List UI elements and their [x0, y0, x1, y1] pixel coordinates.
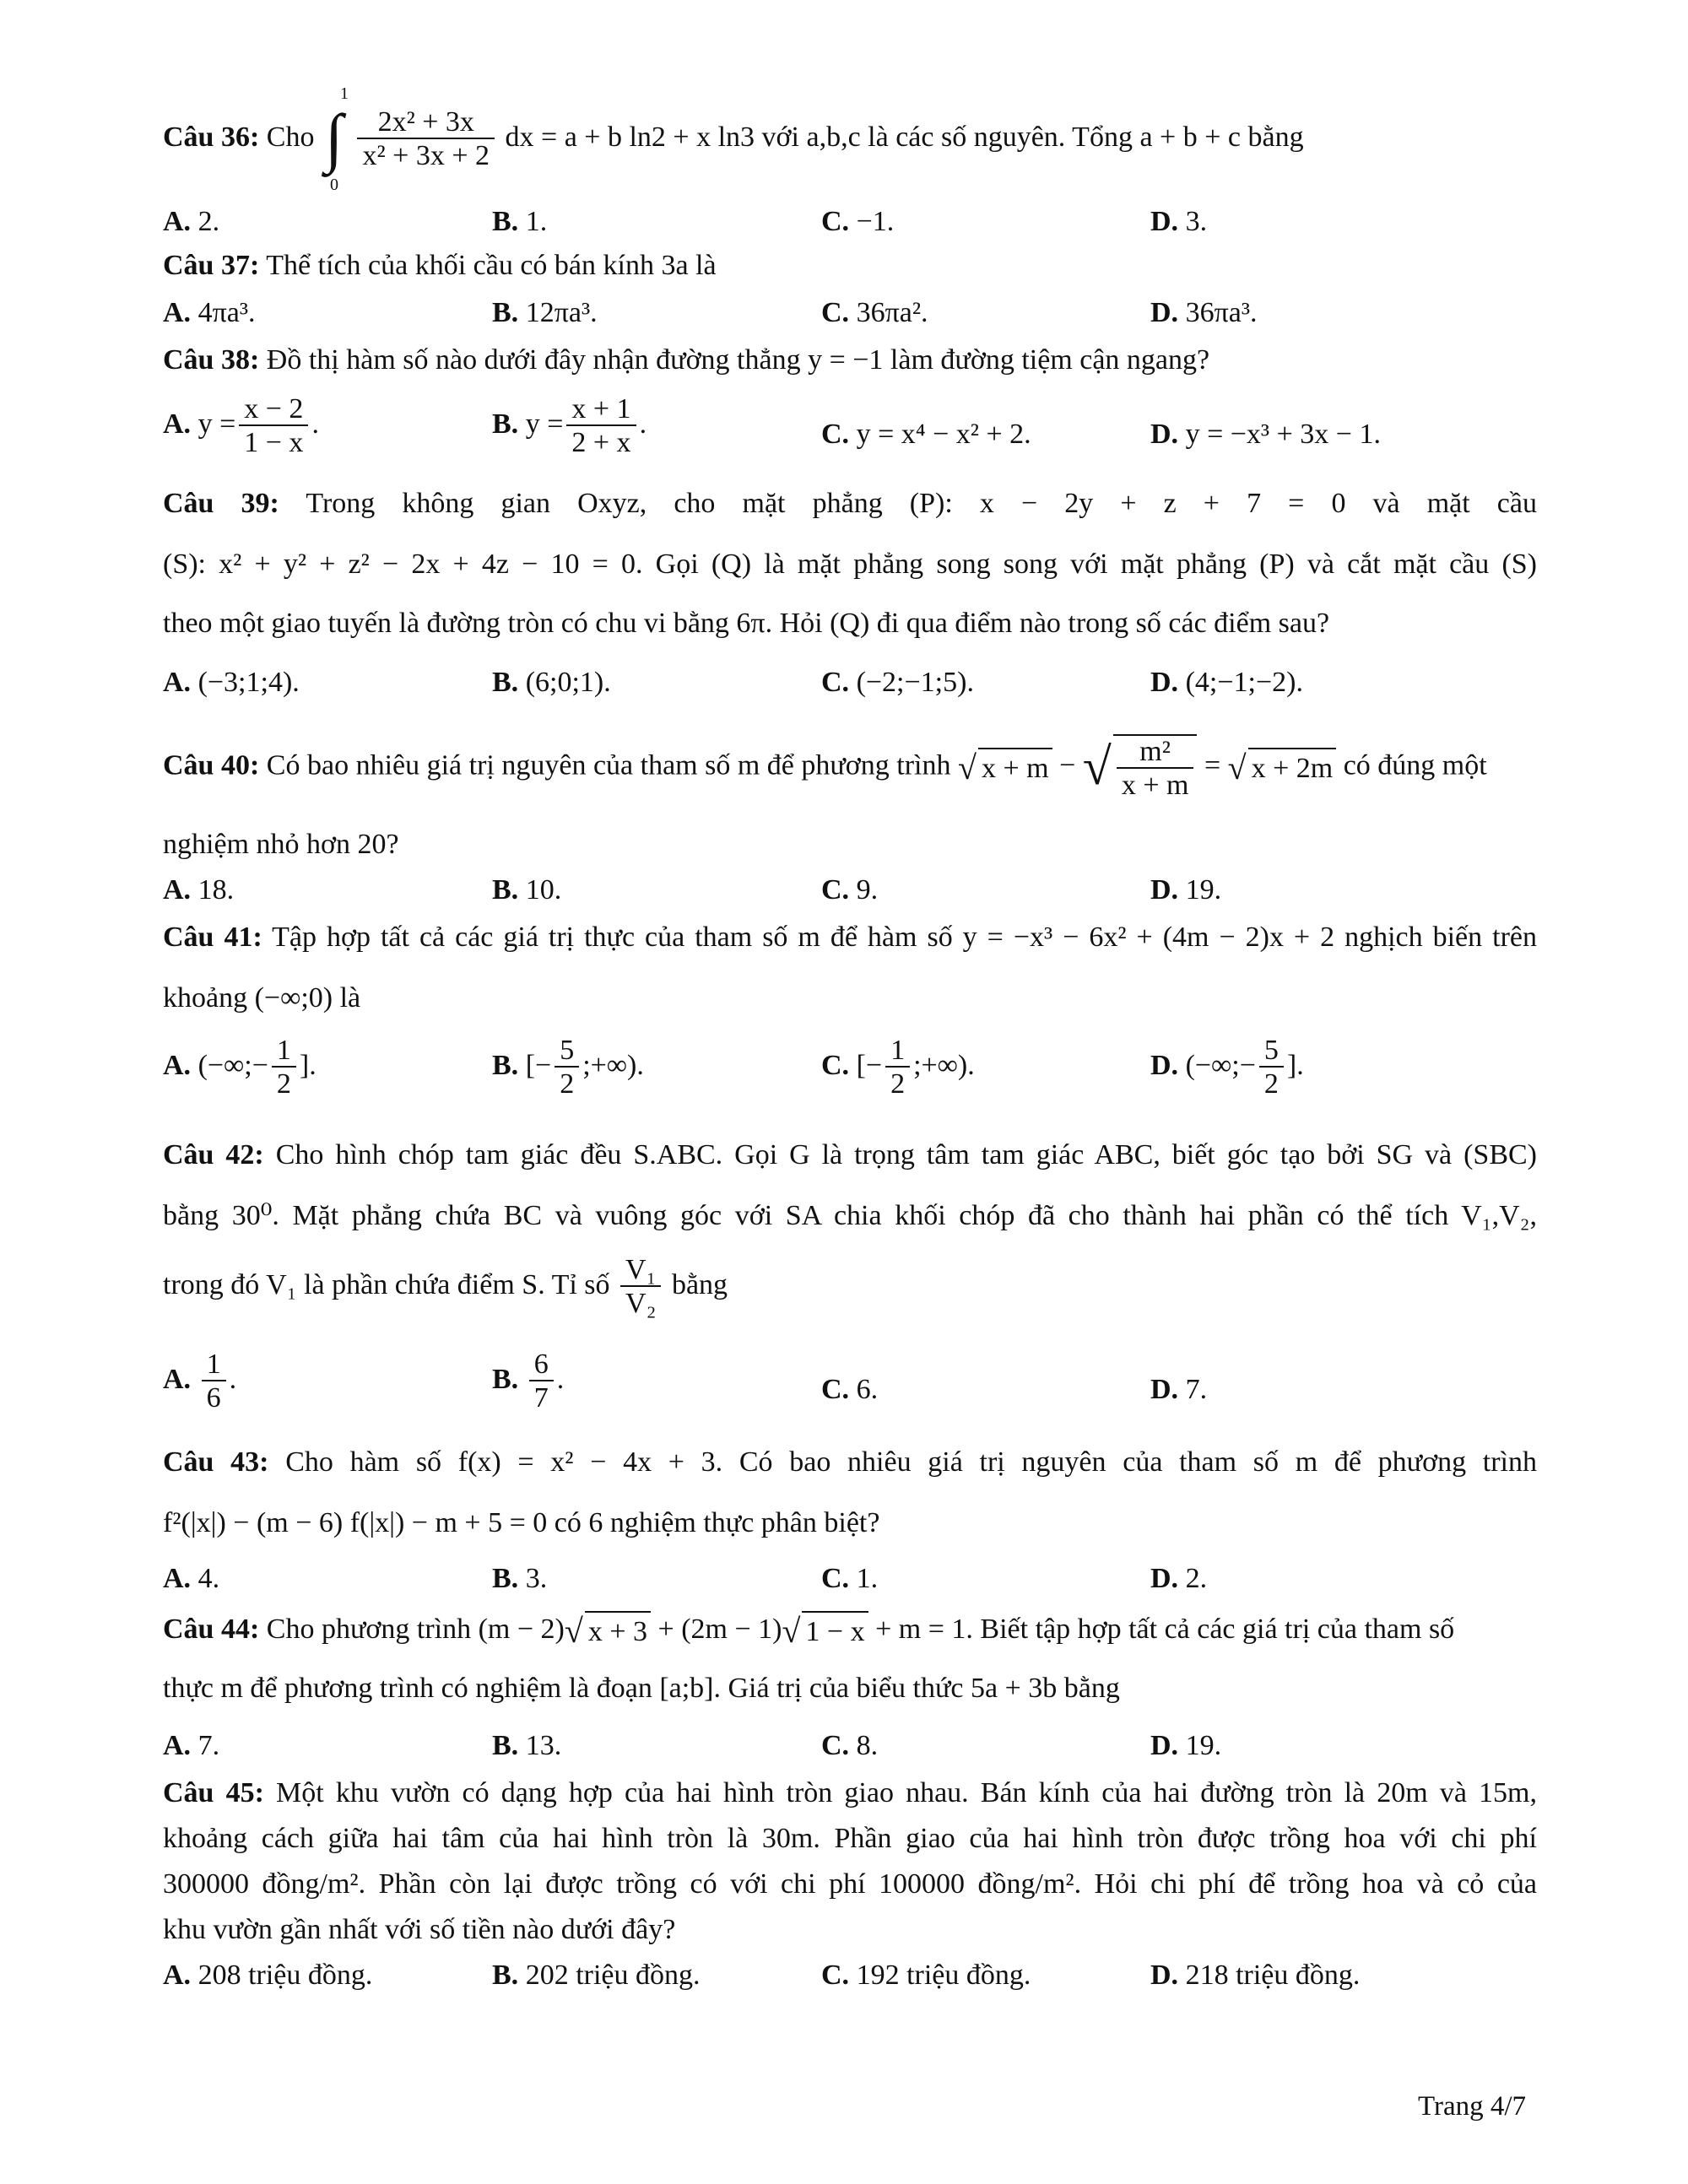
option-d[interactable]: D. y = −x³ + 3x − 1.	[1150, 419, 1381, 450]
question-41-line-1: Câu 41: Tập hợp tất cả các giá trị thực của tham số m để hàm số y = −x³ − 6x² + (4m − 2)x + 2 nghịch biến trên	[163, 922, 1537, 953]
options-44	[163, 1727, 1537, 1777]
option-c[interactable]: C. y = x⁴ − x² + 2.	[821, 419, 1031, 450]
option-a[interactable]: A. 4πa³.	[163, 297, 256, 328]
option-a[interactable]: A. (−∞;− $\frac{1}{2}$ ].	[163, 1035, 316, 1100]
options-36	[163, 203, 1537, 253]
question-39-line-1: Câu 39: Trong không gian Oxyz, cho mặt phẳng (P): x − 2y + z + 7 = 0 và mặt cầu	[163, 488, 1537, 519]
question-text: Cho	[266, 121, 315, 153]
option-d[interactable]: D. 19.	[1150, 1730, 1222, 1761]
option-b[interactable]: B. 202 triệu đồng.	[492, 1960, 701, 1991]
option-b[interactable]: B. y = $\frac{x + 1}{2 + x}$ .	[492, 393, 647, 459]
option-c[interactable]: C. 8.	[821, 1730, 879, 1761]
question-45-line-4: khu vườn gần nhất với số tiền nào dưới đây?	[163, 1914, 676, 1945]
option-d[interactable]: D. 19.	[1150, 874, 1222, 905]
options-37	[163, 294, 1537, 344]
option-d[interactable]: D. (−∞;− $\frac{5}{2}$ ].	[1150, 1035, 1304, 1100]
question-label: Câu 38:	[163, 344, 260, 376]
option-c[interactable]: C. 192 triệu đồng.	[821, 1960, 1031, 1991]
options-40	[163, 871, 1537, 922]
option-b[interactable]: B. $\frac{6}{7}$ .	[492, 1349, 565, 1414]
question-45-line-2: khoảng cách giữa hai tâm của hai hình tròn là 30m. Phần giao của hai hình tròn được trồng hoa với chi phí	[163, 1823, 1537, 1854]
option-c[interactable]: C. (−2;−1;5).	[821, 667, 974, 698]
question-43-line-1: Câu 43: Cho hàm số f(x) = x² − 4x + 3. Có bao nhiêu giá trị nguyên của tham số m để phương trình	[163, 1446, 1537, 1478]
question-42-line-2: bằng 30⁰. Mặt phẳng chứa BC và vuông góc với SA chia khối chóp đã cho thành hai phần có thể tích V₁,V₂,	[163, 1200, 1537, 1231]
question-40-line-2: nghiệm nhỏ hơn 20?	[163, 829, 399, 860]
option-a[interactable]: A. 208 triệu đồng.	[163, 1960, 373, 1991]
question-41-line-2: khoảng (−∞;0) là	[163, 982, 361, 1014]
option-b[interactable]: B. 10.	[492, 874, 562, 905]
option-d[interactable]: D. 2.	[1150, 1563, 1208, 1594]
question-39-line-2: (S): x² + y² + z² − 2x + 4z − 10 = 0. Gọi (Q) là mặt phẳng song song với mặt phẳng (P) và cắt mặt cầu (S)	[163, 549, 1537, 580]
option-c[interactable]: C. 1.	[821, 1563, 879, 1594]
option-b[interactable]: B. [− $\frac{5}{2}$ ;+∞).	[492, 1035, 644, 1100]
option-c[interactable]: C. −1.	[821, 206, 895, 237]
options-41	[163, 1035, 1537, 1127]
option-a[interactable]: A. 2.	[163, 206, 220, 237]
option-d[interactable]: D. 218 triệu đồng.	[1150, 1960, 1361, 1991]
question-text: với a,b,c là các số nguyên. Tổng a + b + c bằng	[761, 121, 1304, 153]
question-40: Câu 40: Có bao nhiêu giá trị nguyên của tham số m để phương trình √ x + m − √ $\frac{\text{m²}}{x + m}$ = √ x + 2m có đúng một	[163, 735, 1487, 801]
options-39	[163, 663, 1537, 714]
option-a[interactable]: A. 18.	[163, 874, 235, 905]
question-text: Đồ thị hàm số nào dưới đây nhận đường thẳng y = −1 làm đường tiệm cận ngang?	[266, 344, 1210, 376]
question-36	[163, 84, 1537, 194]
option-a[interactable]: A. (−3;1;4).	[163, 667, 300, 698]
question-45-line-3: 300000 đồng/m². Phần còn lại được trồng có với chi phí 100000 đồng/m². Hỏi chi phí để trồng hoa và cỏ của	[163, 1868, 1537, 1900]
option-b[interactable]: B. 13.	[492, 1730, 562, 1761]
question-text: Thể tích của khối cầu có bán kính 3a là	[266, 250, 717, 281]
question-37	[163, 246, 1537, 285]
question-44-line-2: thực m để phương trình có nghiệm là đoạn [a;b]. Giá trị của biểu thức 5a + 3b bằng	[163, 1673, 1120, 1704]
integrand-fraction: $\frac{\text{2x² + 3x}}{\text{x² + 3x + 2}}$	[357, 106, 495, 172]
question-44-line-1: Câu 44: Cho phương trình (m − 2)√ x + 3 + (2m − 1)√ 1 − x + m = 1. Biết tập hợp tất cả các giá trị của tham số	[163, 1612, 1455, 1650]
option-d[interactable]: D. 36πa³.	[1150, 297, 1258, 328]
option-c[interactable]: C. 9.	[821, 874, 879, 905]
option-b[interactable]: B. 12πa³.	[492, 297, 598, 328]
option-a[interactable]: A. $\frac{1}{6}$ .	[163, 1349, 237, 1414]
question-42-line-3: trong đó V₁ là phần chứa điểm S. Tỉ số $\frac{\text{V₁}}{\text{V₂}}$ bằng	[163, 1254, 728, 1320]
option-c[interactable]: C. 36πa².	[821, 297, 928, 328]
options-43	[163, 1560, 1537, 1610]
integral-result: dx = a + b ln2 + x ln3	[505, 121, 755, 153]
option-b[interactable]: B. 1.	[492, 206, 548, 237]
question-label: Câu 36:	[163, 121, 260, 153]
option-c[interactable]: C. 6.	[821, 1374, 879, 1405]
question-label: Câu 37:	[163, 250, 260, 281]
integral-sign: 1 ∫ 0	[324, 84, 349, 194]
option-d[interactable]: D. (4;−1;−2).	[1150, 667, 1303, 698]
option-c[interactable]: C. [− $\frac{1}{2}$ ;+∞).	[821, 1035, 975, 1100]
option-b[interactable]: B. 3.	[492, 1563, 548, 1594]
options-42	[163, 1349, 1537, 1433]
question-45-line-1: Câu 45: Một khu vườn có dạng hợp của hai hình tròn giao nhau. Bán kính của hai đường tròn là 20m và 15m,	[163, 1777, 1537, 1808]
option-d[interactable]: D. 7.	[1150, 1374, 1208, 1405]
option-a[interactable]: A. y = $\frac{x - 2}{1 - x}$ .	[163, 393, 319, 459]
options-38	[163, 393, 1537, 478]
option-b[interactable]: B. (6;0;1).	[492, 667, 611, 698]
page-number: Trang 4/7	[1418, 2091, 1527, 2122]
option-a[interactable]: A. 7.	[163, 1730, 220, 1761]
question-42-line-1: Câu 42: Cho hình chóp tam giác đều S.ABC. Gọi G là trọng tâm tam giác ABC, biết góc tạo bởi SG và (SBC)	[163, 1139, 1537, 1170]
option-d[interactable]: D. 3.	[1150, 206, 1208, 237]
question-43-line-2: f²(|x|) − (m − 6) f(|x|) − m + 5 = 0 có 6 nghiệm thực phân biệt?	[163, 1507, 880, 1538]
options-45	[163, 1956, 1537, 2007]
question-39-line-3: theo một giao tuyến là đường tròn có chu vi bằng 6π. Hỏi (Q) đi qua điểm nào trong số các điểm sau?	[163, 608, 1330, 639]
question-38	[163, 341, 1537, 380]
option-a[interactable]: A. 4.	[163, 1563, 220, 1594]
